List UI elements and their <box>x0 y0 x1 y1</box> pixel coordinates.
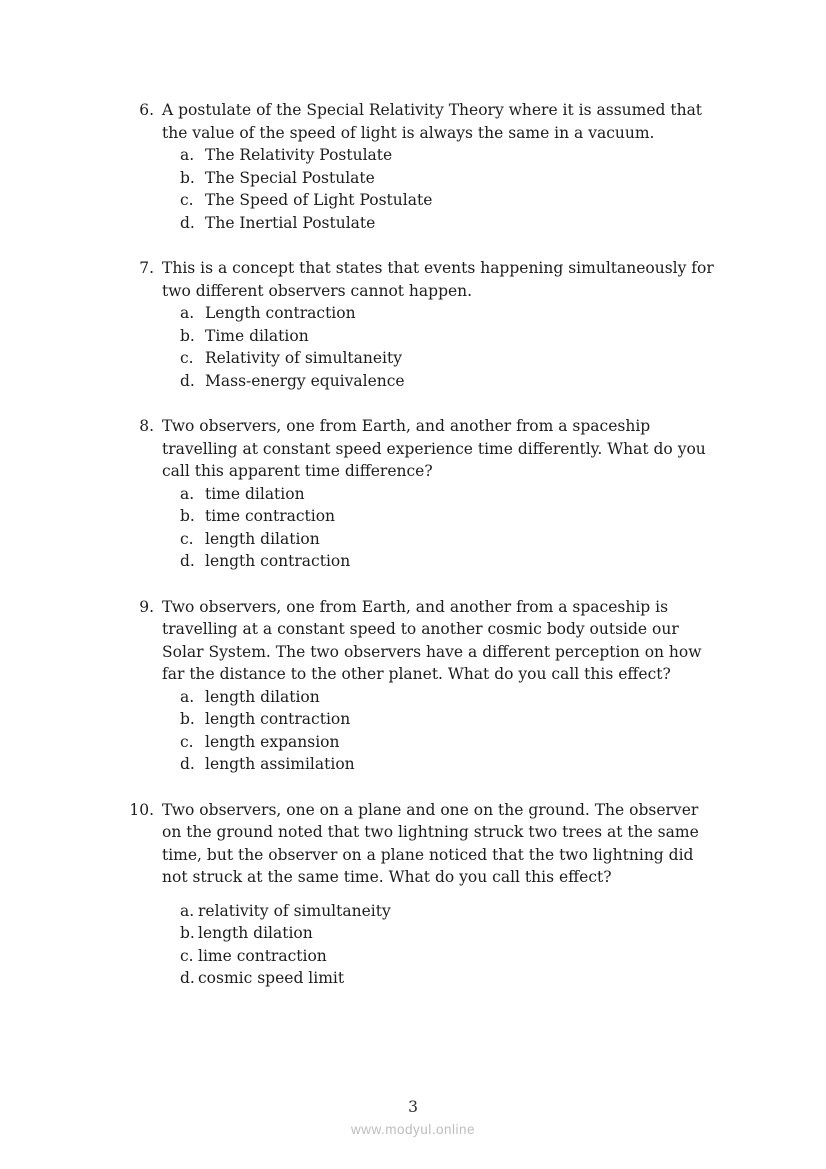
question-body <box>162 596 720 776</box>
answer-option-d <box>180 550 720 573</box>
option-text: cosmic speed limit <box>198 969 345 987</box>
answer-option-c <box>180 528 720 551</box>
answer-option-a <box>180 483 720 506</box>
question-number: 10. <box>129 800 154 819</box>
question-text: Two observers, one from Earth, and another from a spaceship travelling at constant speed experience time differently. What do you call this apparent time difference? <box>162 417 706 480</box>
option-letter: d. <box>180 755 195 773</box>
option-letter: d. <box>180 969 195 987</box>
answer-options <box>180 686 720 776</box>
page-number: 3 <box>408 1098 418 1116</box>
question-text: This is a concept that states that events happening simultaneously for two different observers cannot happen. <box>162 259 714 300</box>
answer-option-d <box>180 753 720 776</box>
answer-option-d <box>180 212 720 235</box>
answer-option-d <box>180 370 720 393</box>
answer-options <box>180 302 720 392</box>
answer-option-a <box>180 686 720 709</box>
answer-options <box>180 900 720 990</box>
answer-option-b <box>180 708 720 731</box>
option-letter: a. <box>180 304 195 322</box>
answer-option-c <box>180 945 720 968</box>
question-number: 6. <box>139 101 154 119</box>
option-text: length expansion <box>205 732 340 751</box>
option-text: Length contraction <box>205 304 356 322</box>
option-text: The Special Postulate <box>205 168 375 187</box>
question-6 <box>128 99 720 234</box>
option-letter: d. <box>180 213 195 232</box>
answer-option-a <box>180 302 720 325</box>
answer-option-b <box>180 505 720 528</box>
answer-option-b <box>180 167 720 190</box>
question-body <box>162 415 720 573</box>
option-letter: c. <box>180 732 194 751</box>
option-text: time dilation <box>205 484 305 503</box>
watermark-url: www.modyul.online <box>350 1122 476 1137</box>
option-letter: a. <box>180 901 195 920</box>
question-body <box>162 99 720 234</box>
answer-options <box>180 144 720 234</box>
answer-option-c <box>180 347 720 370</box>
option-text: The Relativity Postulate <box>205 146 393 164</box>
answer-option-a <box>180 900 720 923</box>
answer-option-b <box>180 922 720 945</box>
answer-option-d <box>180 967 720 990</box>
question-text: Two observers, one on a plane and one on the ground. The observer on the ground noted that two lightning struck two trees at the same time, but the observer on a plane noticed that the two lightning did not struck at the same time. What do you call this effect? <box>162 800 699 886</box>
option-letter: d. <box>180 552 195 570</box>
option-letter: b. <box>180 924 195 942</box>
option-text: length dilation <box>205 687 320 706</box>
question-10 <box>128 799 720 990</box>
option-text: Time dilation <box>205 326 309 345</box>
option-text: relativity of simultaneity <box>198 901 391 920</box>
question-8 <box>128 415 720 573</box>
option-letter: a. <box>180 687 195 706</box>
question-body <box>162 799 720 990</box>
answer-option-c <box>180 731 720 754</box>
answer-option-a <box>180 144 720 167</box>
question-text: Two observers, one from Earth, and another from a spaceship is travelling at a constant speed to another cosmic body outside our Solar System. The two observers have a different perception on how far the distance to the other planet. What do you call this effect? <box>162 597 702 683</box>
question-number: 7. <box>139 259 154 277</box>
option-text: length contraction <box>205 552 351 570</box>
question-number: 8. <box>139 417 154 435</box>
option-text: length assimilation <box>205 755 355 773</box>
question-text: A postulate of the Special Relativity Theory where it is assumed that the value of the speed of light is always the same in a vacuum. <box>162 101 703 142</box>
answer-options <box>180 483 720 573</box>
option-text: The Inertial Postulate <box>205 213 376 232</box>
question-7 <box>128 257 720 392</box>
question-number: 9. <box>139 597 154 616</box>
option-text: lime contraction <box>198 946 327 965</box>
option-text: time contraction <box>205 507 336 525</box>
option-letter: a. <box>180 484 195 503</box>
option-letter: b. <box>180 710 195 728</box>
option-text: Relativity of simultaneity <box>205 349 402 367</box>
answer-option-b <box>180 325 720 348</box>
option-text: length dilation <box>198 924 313 942</box>
option-letter: b. <box>180 507 195 525</box>
option-letter: c. <box>180 946 194 965</box>
option-text: The Speed of Light Postulate <box>205 191 433 209</box>
option-letter: b. <box>180 168 195 187</box>
option-letter: c. <box>180 529 194 548</box>
option-text: length dilation <box>205 529 320 548</box>
option-letter: c. <box>180 349 194 367</box>
option-text: length contraction <box>205 710 351 728</box>
quiz-content <box>128 99 720 1013</box>
option-letter: c. <box>180 191 194 209</box>
question-body <box>162 257 720 392</box>
option-letter: d. <box>180 371 195 390</box>
question-9 <box>128 596 720 776</box>
option-letter: a. <box>180 146 195 164</box>
answer-option-c <box>180 189 720 212</box>
option-text: Mass-energy equivalence <box>205 371 405 390</box>
option-letter: b. <box>180 326 195 345</box>
